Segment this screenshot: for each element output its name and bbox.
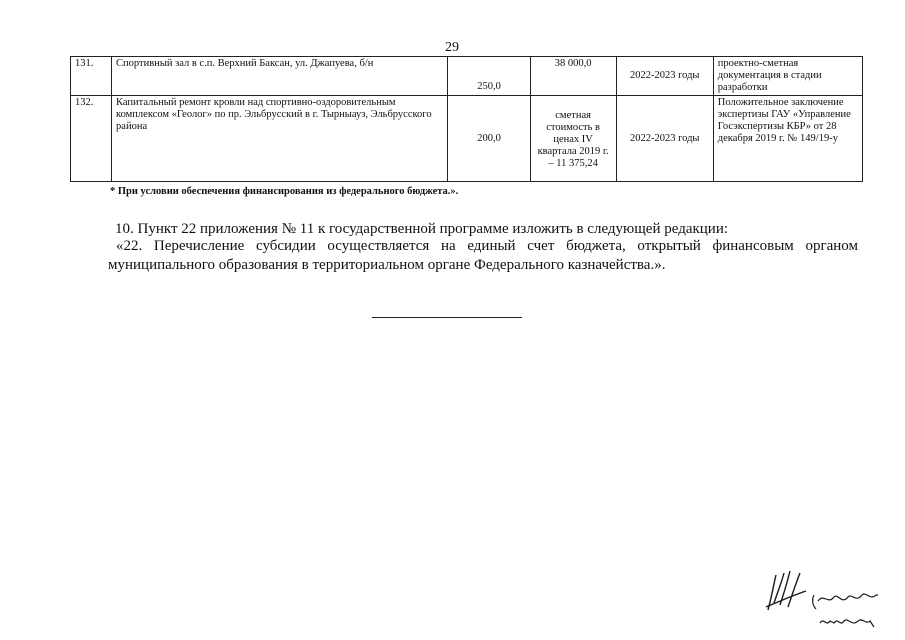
area-value: 200,0 [448,96,530,182]
paragraph-item-10: 10. Пункт 22 приложения № 11 к государственной программе изложить в следующей редакции: [115,221,729,237]
years-value: 2022-2023 годы [616,57,713,96]
paragraph-item-22-text: «22. Перечисление субсидии осуществляется на единый счет бюджета, открытый финансовым органом муниципального образования в территориальном органе Федерального казначейства.». [108,238,858,273]
years-value: 2022-2023 годы [616,96,713,182]
document-status: проектно-сметная документация в стадии разработки [713,57,862,96]
cost-value: сметная стоимость в ценах IV квартала 2019 г. – 11 375,24 [530,96,616,182]
object-name: Спортивный зал в с.п. Верхний Баксан, ул. Джапуева, б/н [112,57,448,96]
table-row [71,57,863,96]
handwritten-signature [760,565,890,635]
object-name: Капитальный ремонт кровли над спортивно-оздоровительным комплексом «Геолог» по пр. Эльбрусский в г. Тырныауз, Эльбрусского района [112,96,448,182]
document-status: Положительное заключение экспертизы ГАУ «Управление Госэкспертизы КБР» от 28 декабря 2019 г. № 149/19-у [713,96,862,182]
objects-table [70,56,863,182]
page-number: 29 [445,40,459,55]
row-number: 132. [71,96,112,182]
table-row [71,96,863,182]
table-footnote: * При условии обеспечения финансирования из федерального бюджета.». [110,186,459,197]
row-number: 131. [71,57,112,96]
cost-value: 38 000,0 [530,57,616,96]
separator-line [372,317,522,318]
paragraph-item-22 [108,237,858,275]
area-value: 250,0 [448,57,530,96]
